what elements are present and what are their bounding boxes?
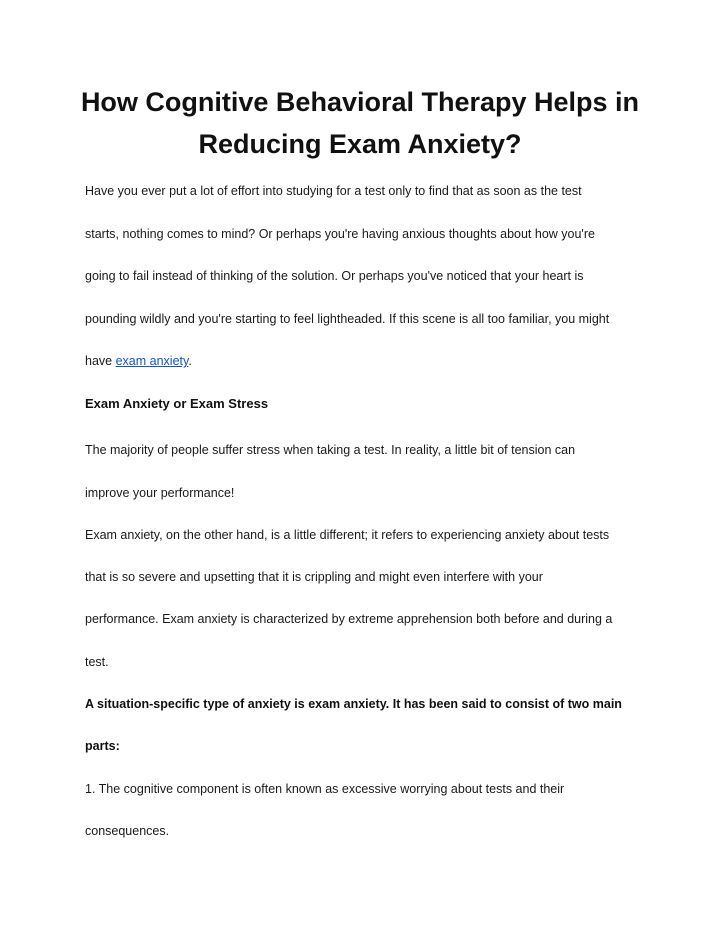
page-title-line-2: Reducing Exam Anxiety? — [198, 129, 522, 159]
list-item-1-line-2: consequences. — [85, 824, 170, 838]
para2-line-3: performance. Exam anxiety is characterized by extreme apprehension both before and during a — [85, 612, 613, 626]
page-title-line-1: How Cognitive Behavioral Therapy Helps in — [80, 87, 640, 117]
intro-line-5 — [85, 353, 685, 369]
para2-line-2: that is so severe and upsetting that it is crippling and might even interfere with your — [85, 570, 543, 584]
section-heading: Exam Anxiety or Exam Stress — [85, 396, 269, 411]
bold-para-line-1: A situation-specific type of anxiety is exam anxiety. It has been said to consist of two main — [85, 697, 622, 711]
list-item-1-line-1: 1. The cognitive component is often known as excessive worrying about tests and their — [85, 782, 565, 796]
intro-line-2: starts, nothing comes to mind? Or perhaps you're having anxious thoughts about how you're — [85, 227, 595, 241]
para2-line-1: Exam anxiety, on the other hand, is a little different; it refers to experiencing anxiety about tests — [85, 528, 610, 542]
para1-line-2: improve your performance! — [85, 486, 235, 500]
intro-line-1: Have you ever put a lot of effort into studying for a test only to find that as soon as the test — [85, 184, 582, 198]
intro-line-4: pounding wildly and you're starting to feel lightheaded. If this scene is all too familiar, you might — [85, 312, 610, 326]
intro-line-5-suffix: . — [188, 354, 192, 368]
para1-line-1: The majority of people suffer stress when taking a test. In reality, a little bit of tension can — [85, 443, 576, 457]
intro-line-5-prefix: have — [85, 354, 116, 368]
exam-anxiety-link[interactable]: exam anxiety — [115, 354, 189, 368]
bold-para-line-2: parts: — [85, 739, 120, 753]
intro-line-3: going to fail instead of thinking of the solution. Or perhaps you've noticed that your heart is — [85, 269, 584, 283]
para2-line-4: test. — [85, 655, 109, 669]
